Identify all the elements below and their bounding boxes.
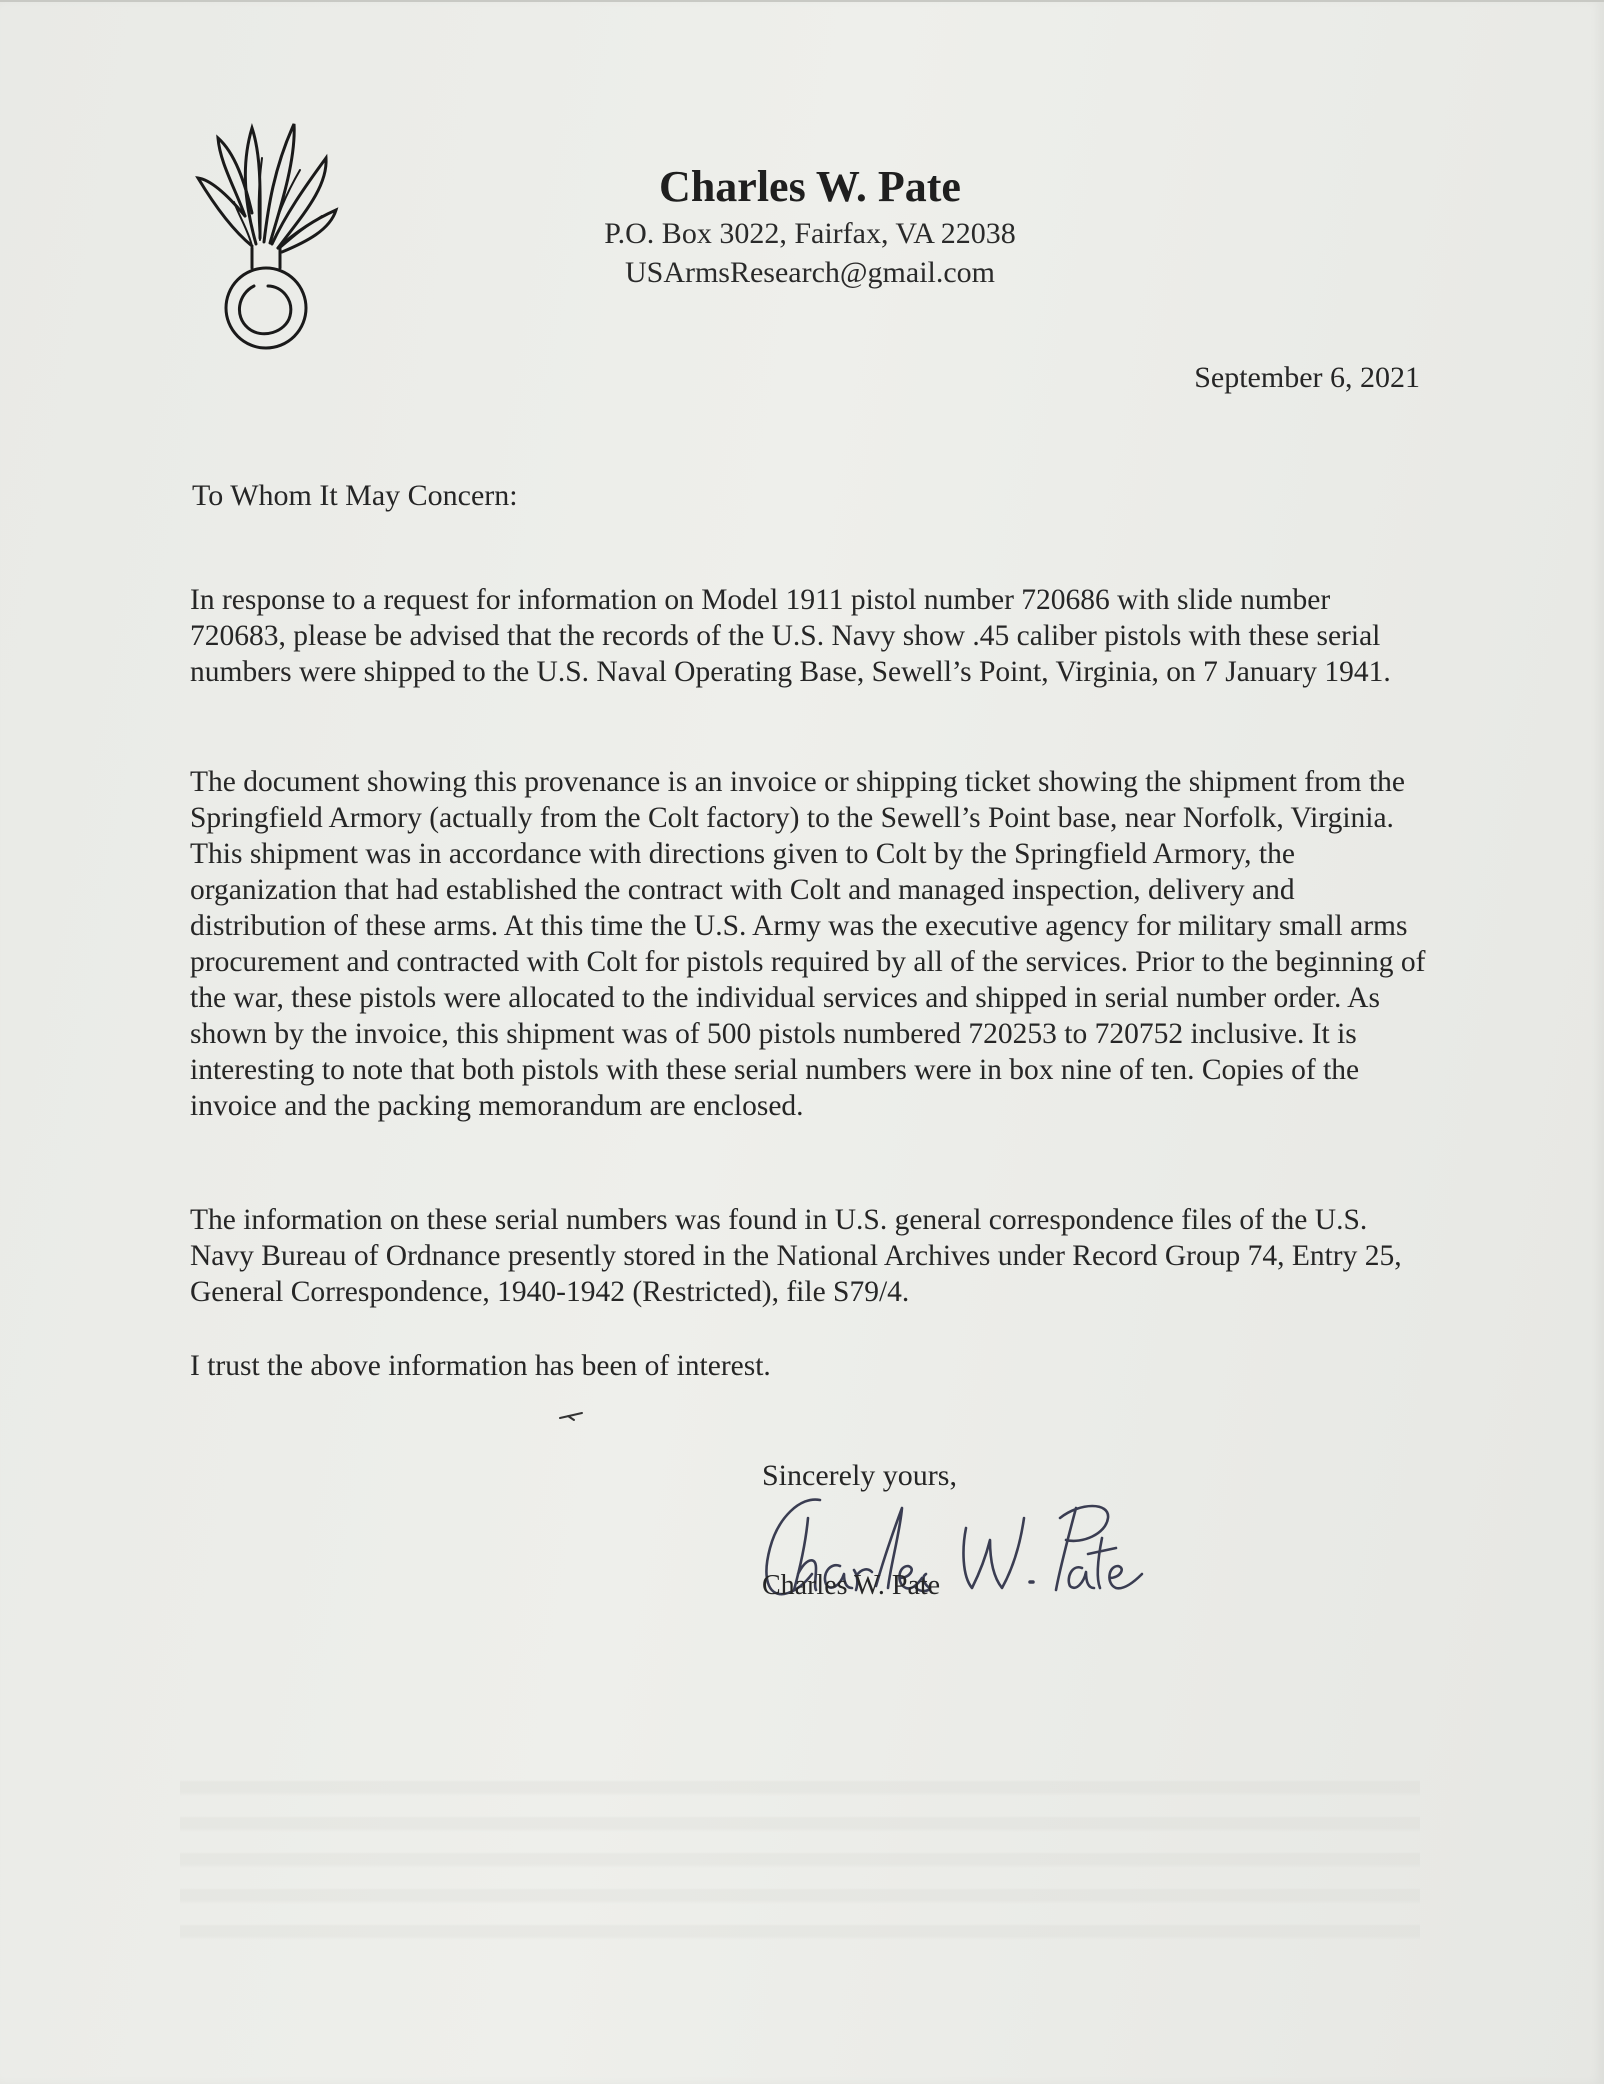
body-paragraph-3: The information on these serial numbers was found in U.S. general correspondence files of the U.S. Navy Bureau of Ordnance presently stored in the National Archives under Record Group 74, Entry 25, General Correspondence, 1940-1942 (Restricted), file S79/4. xyxy=(190,1204,1402,1308)
closing: Sincerely yours, xyxy=(762,1459,957,1492)
letterhead-email: USArmsResearch@gmail.com xyxy=(624,256,996,289)
body-paragraph-4: I trust the above information has been of interest. xyxy=(190,1350,771,1382)
body-paragraph-2: The document showing this provenance is an invoice or shipping ticket showing the shipment from the Springfield Armory (actually from the Colt factory) to the Sewell’s Point base, near Norfolk, Virginia. This shipment was in accordance with directions given to Colt by the Springfield Armory, the organization that had established the contract with Colt and managed inspection, delivery and distribution of these arms. At this time the U.S. Army was the executive agency for military small arms procurement and contracted with Colt for pistols required by all of the services. Prior to the beginning of the war, these pistols were allocated to the individual services and shipped in serial number order. As shown by the invoice, this shipment was of 500 pistols numbered 720253 to 720752 inclusive. It is interesting to note that both pistols with these serial numbers were in box nine of ten. Copies of the invoice and the packing memorandum are enclosed. xyxy=(190,766,1426,1122)
printed-name: Charles W. Pate xyxy=(762,1570,941,1601)
stray-pen-mark xyxy=(558,1410,584,1422)
letterhead-name: Charles W. Pate xyxy=(659,162,961,211)
letterhead-address: P.O. Box 3022, Fairfax, VA 22038 xyxy=(604,217,1016,250)
flaming-bomb-icon xyxy=(190,118,340,353)
salutation: To Whom It May Concern: xyxy=(192,479,518,512)
letter-date: September 6, 2021 xyxy=(1194,361,1420,394)
body-paragraph-1: In response to a request for information on Model 1911 pistol number 720686 with slide number 720683, please be advised that the records of the U.S. Navy show .45 caliber pistols with these serial numbers were shipped to the U.S. Naval Operating Base, Sewell’s Point, Virginia, on 7 January 1941. xyxy=(190,584,1391,688)
letterhead xyxy=(500,160,1120,292)
paper-bleed-through xyxy=(180,1770,1420,1960)
